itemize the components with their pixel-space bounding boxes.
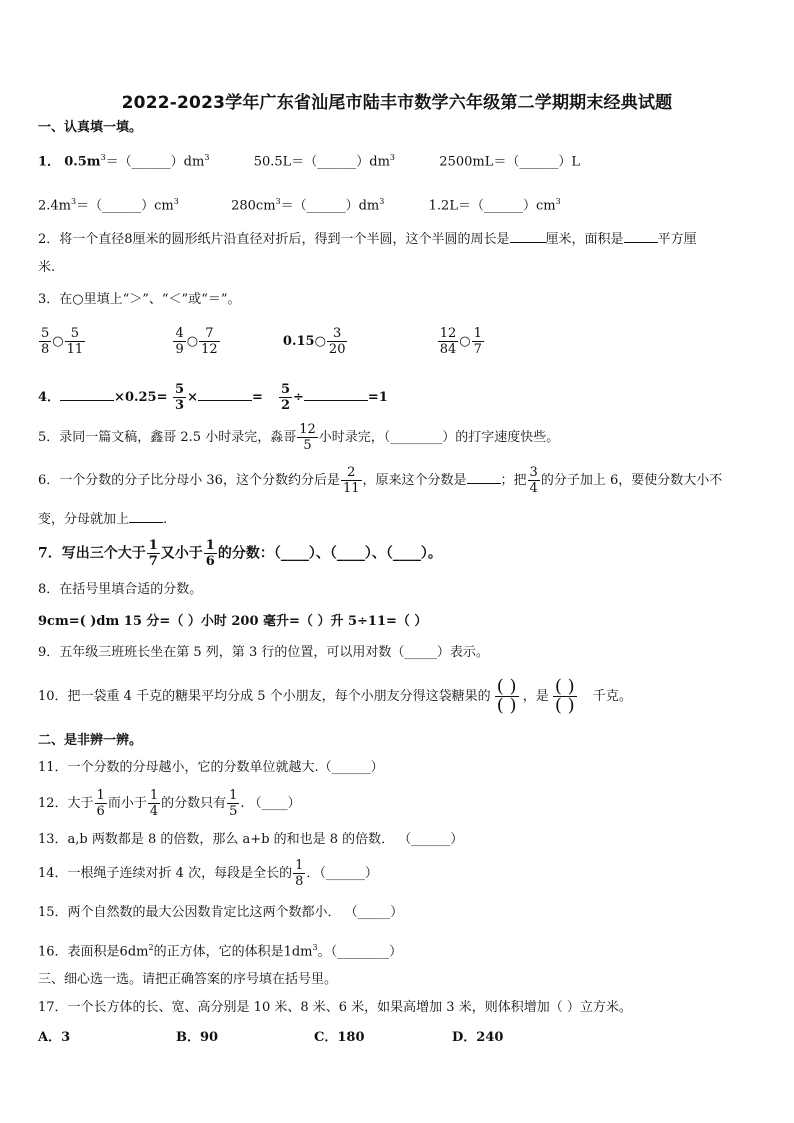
section-3-heading: 三、细心选一选。请把正确答案的序号填在括号里。 xyxy=(38,972,338,987)
q6-text-b: ，原来这个分数是 xyxy=(362,473,467,488)
answer-blank[interactable] xyxy=(510,228,546,243)
numerator: 1 xyxy=(205,538,215,553)
denominator: 7 xyxy=(148,554,158,569)
answer-blank[interactable] xyxy=(624,228,658,243)
option-a[interactable]: A．3 xyxy=(38,1030,71,1045)
q1-b1: 2.4m xyxy=(38,198,72,214)
q10-text-a: 10．把一袋重 4 千克的糖果平均分成 5 个小朋友，每个小朋友分得这袋糖果的 xyxy=(38,689,491,704)
question-6-line-1 xyxy=(38,465,764,501)
numerator: 5 xyxy=(41,326,50,341)
answer-blank[interactable] xyxy=(198,386,252,401)
q1-number: 1． xyxy=(38,154,61,170)
q2-text-a: 2．将一个直径8厘米的圆形纸片沿直径对折后，得到一个半圆，这个半圆的周长是 xyxy=(38,232,510,247)
numerator: 3 xyxy=(327,326,348,342)
fraction xyxy=(227,788,239,819)
denominator: 12 xyxy=(201,342,218,357)
question-7 xyxy=(38,538,764,574)
q1-a1-unit: ＝（______）dm xyxy=(105,154,205,170)
denominator: 7 xyxy=(473,342,482,357)
numerator: 5 xyxy=(175,382,185,397)
numerator: ( ) xyxy=(496,676,517,697)
q2-text-b: 厘米，面积是 xyxy=(545,232,624,247)
q16-text-a: 16．表面积是 xyxy=(38,944,120,960)
numerator: 3 xyxy=(529,465,538,480)
exponent: 3 xyxy=(275,197,281,206)
question-2-line-2: 米. xyxy=(38,260,56,275)
q16-text-c: 的正方体，它的体积是 xyxy=(153,944,284,960)
q12-text-b: 而小于 xyxy=(107,796,147,811)
q1-b1-unit: ＝（______）cm xyxy=(76,198,174,214)
question-1-row-2 xyxy=(38,192,764,216)
exponent: 3 xyxy=(71,197,77,206)
answer-blank[interactable] xyxy=(304,386,368,401)
question-6-line-2 xyxy=(38,508,764,530)
q4-text: ×0.25= xyxy=(114,390,168,405)
exponent: 3 xyxy=(312,943,318,952)
answer-blank[interactable] xyxy=(467,469,501,484)
q7-text-b: 又小于 xyxy=(160,545,203,562)
fraction xyxy=(279,382,292,413)
exponent: 3 xyxy=(100,153,106,162)
q1-a3: 2500mL＝（______）L xyxy=(439,154,580,170)
question-14 xyxy=(38,858,764,896)
numerator: 12 xyxy=(299,422,316,437)
question-3-comparisons xyxy=(38,326,764,366)
question-9: 9．五年级三班班长坐在第 5 列，第 3 行的位置，可以用对数（_____）表示。 xyxy=(38,645,489,660)
page-title: 2022-2023学年广东省汕尾市陆丰市数学六年级第二学期期末经典试题 xyxy=(121,93,673,113)
q12-text-a: 12．大于 xyxy=(38,796,94,811)
numerator: 12 xyxy=(439,326,457,341)
question-17: 17．一个长方体的长、宽、高分别是 10 米、8 米、6 米，如果高增加 3 米，则体积增加（ ）立方米。 xyxy=(38,1000,632,1015)
fraction xyxy=(199,326,220,357)
fraction xyxy=(147,538,160,569)
fraction xyxy=(472,326,484,357)
exponent: 3 xyxy=(555,197,561,206)
section-2-heading: 二、是非辨一辨。 xyxy=(38,733,143,748)
divide-sign: ÷ xyxy=(293,390,304,405)
denominator: 8 xyxy=(41,342,50,357)
question-2-line-1 xyxy=(38,228,764,250)
fraction-blank[interactable] xyxy=(495,678,519,715)
q6-text-f: . xyxy=(163,512,168,527)
fraction xyxy=(95,788,107,819)
question-8-text: 8．在括号里填合适的分数。 xyxy=(38,582,203,597)
denominator: 20 xyxy=(328,342,346,357)
exponent: 3 xyxy=(389,153,396,162)
q6-text-c: ；把 xyxy=(500,473,527,488)
option-d[interactable]: D．240 xyxy=(452,1030,504,1045)
denominator: 9 xyxy=(175,342,184,357)
decimal-value: 0.15 xyxy=(282,334,315,349)
fraction xyxy=(297,422,318,453)
q16-text-e: 。（________） xyxy=(317,944,403,960)
equals-sign: = xyxy=(251,390,263,405)
q1-a2: 50.5L＝（______）dm xyxy=(253,154,390,170)
fraction xyxy=(438,326,459,357)
q4-result: =1 xyxy=(367,390,388,405)
numerator: 7 xyxy=(199,326,220,342)
q12-text-c: 的分数只有 xyxy=(161,796,227,811)
times-sign: × xyxy=(187,390,198,405)
fraction xyxy=(204,538,217,569)
denominator: 3 xyxy=(175,398,185,413)
exponent: 3 xyxy=(379,197,385,206)
numerator: 1 xyxy=(148,538,158,553)
numerator: 1 xyxy=(96,788,105,803)
q16-volume: 1dm xyxy=(283,944,313,960)
q5-text-a: 5．录同一篇文稿，鑫哥 2.5 小时录完，淼哥 xyxy=(38,430,297,445)
option-b[interactable]: B．90 xyxy=(176,1030,219,1045)
fraction xyxy=(39,326,51,357)
numerator: 1 xyxy=(473,326,482,341)
denominator: 5 xyxy=(303,438,312,453)
exponent: 3 xyxy=(204,153,210,162)
denominator: 8 xyxy=(295,874,304,889)
q2-text-c: 平方厘 xyxy=(657,232,697,247)
fraction xyxy=(65,326,86,357)
denominator: 6 xyxy=(96,804,105,819)
answer-blank[interactable] xyxy=(129,508,163,523)
answer-blank[interactable] xyxy=(60,386,114,401)
numerator: 1 xyxy=(149,788,159,803)
fraction xyxy=(528,465,540,496)
numerator: ( ) xyxy=(554,676,575,697)
question-10 xyxy=(38,678,764,720)
q6-text-e: 变，分母就加上 xyxy=(38,512,130,527)
q6-text-a: 6．一个分数的分子比分母小 36，这个分数约分后是 xyxy=(38,473,340,488)
q1-b2-unit: ＝（______）dm xyxy=(280,198,380,214)
numerator: 2 xyxy=(341,465,362,481)
fraction xyxy=(293,858,305,889)
fraction xyxy=(327,326,348,357)
denominator: 4 xyxy=(529,481,538,496)
q1-a1: 0.5m xyxy=(64,154,101,170)
question-4 xyxy=(38,382,764,416)
denominator: 4 xyxy=(149,804,159,819)
option-c[interactable]: C．180 xyxy=(314,1030,365,1045)
question-15: 15．两个自然数的最大公因数肯定比这两个数都小． （_____） xyxy=(38,905,404,920)
question-17-options xyxy=(38,1028,764,1048)
fraction-blank[interactable] xyxy=(553,678,577,715)
question-1-row-1 xyxy=(38,148,764,172)
numerator: 5 xyxy=(280,382,290,397)
denominator: 2 xyxy=(280,398,290,413)
q4-number: 4． xyxy=(38,390,61,405)
question-12 xyxy=(38,788,764,822)
q10-text-c: 千克。 xyxy=(592,689,632,704)
q7-text-c: 的分数：（____）、（____）、（____）。 xyxy=(217,545,442,562)
compare-circle[interactable]: ○ xyxy=(52,334,64,349)
fraction xyxy=(341,465,362,496)
denominator: 6 xyxy=(205,554,215,569)
question-3-text: 3．在○里填上“＞”、“＜”或“＝”。 xyxy=(38,292,241,307)
fraction xyxy=(173,326,185,357)
exponent: 2 xyxy=(148,943,154,952)
question-5 xyxy=(38,422,764,460)
question-13: 13．a,b 两数都是 8 的倍数，那么 a+b 的和也是 8 的倍数． （______） xyxy=(38,832,464,847)
q14-text-b: ．（______） xyxy=(306,866,378,881)
q1-b2: 280cm xyxy=(231,198,276,214)
q12-text-d: . （____） xyxy=(240,796,301,811)
denominator: ( ) xyxy=(554,695,575,716)
fraction xyxy=(173,382,186,413)
compare-circle[interactable]: ○ xyxy=(314,334,326,349)
q6-text-d: 的分子加上 6，要使分数大小不 xyxy=(540,473,723,488)
denominator: 5 xyxy=(229,804,238,819)
denominator: 11 xyxy=(66,342,84,357)
question-11: 11．一个分数的分母越小，它的分数单位就越大.（______） xyxy=(38,760,384,775)
denominator: 84 xyxy=(439,342,457,357)
q16-area: 6dm xyxy=(119,944,149,960)
numerator: 5 xyxy=(65,326,86,342)
q5-text-b: 小时录完，（________）的打字速度快些。 xyxy=(318,430,560,445)
q14-text-a: 14．一根绳子连续对折 4 次，每段是全长的 xyxy=(38,866,293,881)
question-16 xyxy=(38,938,764,962)
question-8-items: 9cm=( )dm 15 分=（ ）小时 200 毫升=（ ）升 5÷11=（ ） xyxy=(38,614,428,629)
fraction xyxy=(148,788,160,819)
numerator: 1 xyxy=(229,788,238,803)
q7-text-a: 7．写出三个大于 xyxy=(38,545,146,562)
compare-circle[interactable]: ○ xyxy=(186,334,199,349)
denominator: ( ) xyxy=(496,695,517,716)
exponent: 3 xyxy=(173,197,179,206)
q1-b3: 1.2L＝（______）cm xyxy=(428,198,556,214)
denominator: 11 xyxy=(342,481,360,496)
compare-circle[interactable]: ○ xyxy=(459,334,471,349)
q10-text-b: ，是 xyxy=(522,689,549,704)
section-1-heading: 一、认真填一填。 xyxy=(38,120,143,135)
numerator: 1 xyxy=(295,858,304,873)
numerator: 4 xyxy=(175,326,184,341)
